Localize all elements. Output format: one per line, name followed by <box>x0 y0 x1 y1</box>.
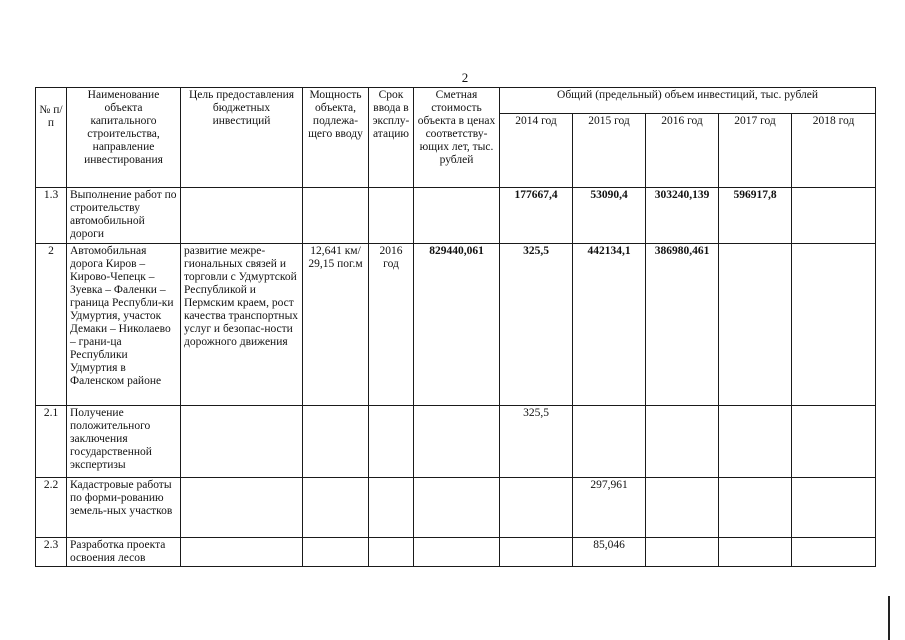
row-2017 <box>719 538 792 567</box>
row-2014: 177667,4 <box>500 188 573 244</box>
row-2018 <box>792 478 876 538</box>
row-num: 1.3 <box>36 188 67 244</box>
row-num: 2 <box>36 244 67 406</box>
row-2017 <box>719 406 792 478</box>
table-row <box>36 188 876 244</box>
row-cost <box>414 188 500 244</box>
row-2017 <box>719 244 792 406</box>
row-2018 <box>792 188 876 244</box>
row-num: 2.1 <box>36 406 67 478</box>
header-year-2015: 2015 год <box>573 114 646 188</box>
row-2015: 85,046 <box>573 538 646 567</box>
row-purpose <box>181 538 303 567</box>
row-term <box>369 538 414 567</box>
row-purpose <box>181 188 303 244</box>
row-2014: 325,5 <box>500 406 573 478</box>
row-2016 <box>646 478 719 538</box>
header-row-1 <box>36 88 876 114</box>
row-cost <box>414 406 500 478</box>
header-year-2018: 2018 год <box>792 114 876 188</box>
row-2018 <box>792 538 876 567</box>
row-cost: 829440,061 <box>414 244 500 406</box>
row-purpose <box>181 478 303 538</box>
row-2018 <box>792 244 876 406</box>
row-2015: 442134,1 <box>573 244 646 406</box>
row-2016 <box>646 406 719 478</box>
row-capacity <box>303 188 369 244</box>
row-2015 <box>573 406 646 478</box>
header-term: Срок ввода в эксплу-атацию <box>369 88 414 188</box>
row-cost <box>414 478 500 538</box>
row-purpose: развитие межре-гиональных связей и торговли с Удмуртской Республикой и Пермским краем, рост качества транспортных услуг и безопас-ности дорожного движения <box>181 244 303 406</box>
row-2014 <box>500 538 573 567</box>
page-number: 2 <box>461 70 469 85</box>
row-capacity <box>303 478 369 538</box>
scan-edge-line <box>888 596 890 640</box>
row-term <box>369 188 414 244</box>
header-num: № п/п <box>36 88 67 188</box>
row-2018 <box>792 406 876 478</box>
row-capacity <box>303 538 369 567</box>
row-capacity <box>303 406 369 478</box>
row-2017 <box>719 478 792 538</box>
row-name: Автомобильная дорога Киров – Кирово-Чепецк – Зуевка – Фаленки – граница Республи-ки Удмуртия, участок Демаки – Николаево – грани-ца Республики Удмуртия в Фаленском районе <box>67 244 181 406</box>
header-total: Общий (предельный) объем инвестиций, тыс. рублей <box>500 88 876 114</box>
header-year-2014: 2014 год <box>500 114 573 188</box>
header-cost: Сметная стоимость объекта в ценах соответству-ющих лет, тыс. рублей <box>414 88 500 188</box>
investment-table <box>35 87 876 567</box>
row-cost <box>414 538 500 567</box>
row-2014 <box>500 478 573 538</box>
row-2016 <box>646 538 719 567</box>
row-2015: 297,961 <box>573 478 646 538</box>
row-term <box>369 478 414 538</box>
table-row <box>36 478 876 538</box>
row-name: Разработка проекта освоения лесов <box>67 538 181 567</box>
row-capacity: 12,641 км/ 29,15 пог.м <box>303 244 369 406</box>
row-num: 2.2 <box>36 478 67 538</box>
row-purpose <box>181 406 303 478</box>
table-row <box>36 244 876 406</box>
row-num: 2.3 <box>36 538 67 567</box>
row-2017: 596917,8 <box>719 188 792 244</box>
header-name: Наименование объекта капитального строительства, направление инвестирования <box>67 88 181 188</box>
header-purpose: Цель предоставления бюджетных инвестиций <box>181 88 303 188</box>
row-2016: 303240,139 <box>646 188 719 244</box>
header-year-2017: 2017 год <box>719 114 792 188</box>
row-term <box>369 406 414 478</box>
header-year-2016: 2016 год <box>646 114 719 188</box>
header-capacity: Мощность объекта, подлежа-щего вводу <box>303 88 369 188</box>
row-name: Получение положительного заключения государственной экспертизы <box>67 406 181 478</box>
row-2015: 53090,4 <box>573 188 646 244</box>
table-row <box>36 538 876 567</box>
row-name: Кадастровые работы по форми-рованию земель-ных участков <box>67 478 181 538</box>
row-2016: 386980,461 <box>646 244 719 406</box>
row-name: Выполнение работ по строительству автомобильной дороги <box>67 188 181 244</box>
row-2014: 325,5 <box>500 244 573 406</box>
row-term: 2016 год <box>369 244 414 406</box>
table-row <box>36 406 876 478</box>
